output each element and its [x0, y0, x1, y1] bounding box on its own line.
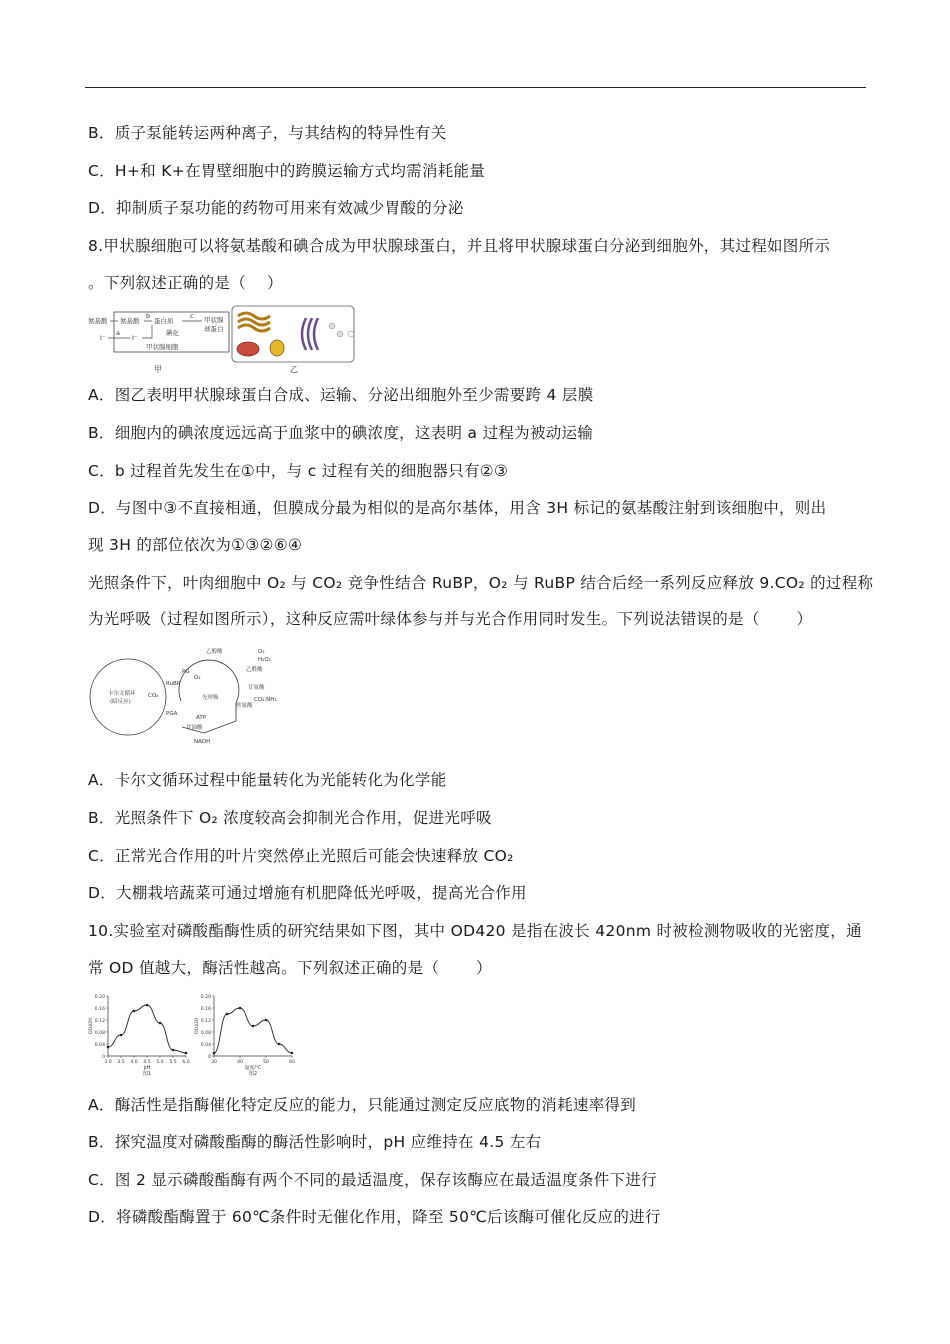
q8-option-a: A．图乙表明甲状腺球蛋白合成、运输、分泌出细胞外至少需要跨 4 层膜	[88, 386, 594, 404]
data-point	[291, 1052, 294, 1055]
y-tick-label: 0	[102, 1054, 105, 1060]
q9-option-b: B．光照条件下 O₂ 浓度较高会抑制光合作用，促进光呼吸	[88, 809, 492, 827]
data-point	[278, 1043, 281, 1046]
y-tick-label: 0.04	[94, 1042, 105, 1048]
photorespiration-figure	[86, 641, 286, 747]
q8-option-c: C．b 过程首先发生在①中，与 c 过程有关的细胞器只有②③	[88, 462, 509, 480]
o2-label: O₂	[194, 675, 201, 681]
rubp-label: RuBP	[166, 681, 181, 687]
vesicle	[329, 323, 335, 329]
x-tick-label: 4.0	[130, 1060, 138, 1065]
x-tick-label: 50	[263, 1060, 269, 1065]
y-axis-label: OD420	[89, 1018, 94, 1034]
chart-title: 图1	[142, 1071, 152, 1076]
amino-acid-outside-label: 氨基酸	[88, 317, 108, 325]
q10-stem-line2: 常 OD 值越大，酶活性越高。下列叙述正确的是（ ）	[88, 959, 492, 977]
y-axis-label: OD420	[195, 1018, 200, 1034]
q9-option-d: D．大棚栽培蔬菜可通过增施有机肥降低光呼吸，提高光合作用	[88, 884, 527, 902]
q10-option-c: C．图 2 显示磷酸酯酶有两个不同的最适温度，保存该酶应在最适温度条件下进行	[88, 1171, 657, 1189]
pga-label: PGA	[166, 711, 178, 717]
q8-option-b: B．细胞内的碘浓度远远高于血浆中的碘浓度，这表明 a 过程为被动运输	[88, 424, 594, 442]
q7-option-b: B．质子泵能转运两种离子，与其结构的特异性有关	[88, 124, 447, 142]
data-point	[213, 1052, 216, 1055]
data-point	[185, 1052, 188, 1055]
q9-option-c: C．正常光合作用的叶片突然停止光照后可能会快速释放 CO₂	[88, 847, 514, 865]
thyroid-cell-figure	[86, 304, 376, 376]
co2-label: CO₂	[148, 693, 159, 699]
y-tick-label: 0.12	[200, 1018, 211, 1024]
x-tick-label: 4.5	[143, 1060, 151, 1065]
data-point	[239, 1007, 242, 1010]
calvin-cycle-label: 卡尔文循环	[108, 691, 136, 697]
golgi-apparatus	[302, 318, 318, 350]
data-point	[265, 1019, 268, 1022]
arrow-a-label: a	[116, 329, 120, 337]
y-tick-label: 0.04	[200, 1042, 211, 1048]
o2-second-label: O₂	[258, 649, 265, 655]
data-point	[226, 1013, 229, 1016]
x-tick-label: 40	[237, 1060, 243, 1065]
chart-ph-activity	[86, 990, 192, 1076]
data-point	[172, 1049, 175, 1052]
iodine-inside-label: I⁻	[132, 334, 138, 342]
x-tick-label: 6.0	[182, 1060, 190, 1065]
mitochondrion	[237, 342, 259, 356]
q9-stem-line2: 为光呼吸（过程如图所示），这种反应需叶绿体参与并与光合作用同时发生。下列说法错误的是（ ）	[88, 610, 813, 628]
q10-option-a: A．酶活性是指酶催化特定反应的能力，只能通过测定反应底物的消耗速率得到	[88, 1096, 637, 1114]
y-tick-label: 0.16	[200, 1006, 211, 1012]
marker-4	[348, 331, 354, 337]
q8-option-d-line2: 现 3H 的部位依次为①③②⑥④	[88, 536, 303, 554]
q7-option-d: D．抑制质子泵功能的药物可用来有效减少胃酸的分泌	[88, 199, 464, 217]
x-tick-label: 30	[211, 1060, 217, 1065]
pg-label: PG	[182, 669, 190, 675]
thyroglobulin-label-1: 甲状腺	[204, 316, 224, 324]
data-point	[159, 1022, 162, 1025]
vesicle	[337, 331, 343, 337]
figure-yi-caption: 乙	[290, 365, 298, 374]
series-line	[214, 1008, 292, 1053]
y-tick-label: 0.08	[94, 1030, 105, 1036]
data-point	[146, 1004, 149, 1007]
arrow-b-label: b	[146, 312, 151, 320]
q8-stem-line2: 。下列叙述正确的是（ ）	[88, 274, 283, 292]
y-tick-label: 0.08	[200, 1030, 211, 1036]
q9-option-a: A．卡尔文循环过程中能量转化为光能转化为化学能	[88, 771, 447, 789]
y-tick-label: 0	[208, 1054, 211, 1060]
photorespiration-label: 光呼吸	[202, 695, 219, 701]
y-tick-label: 0.16	[94, 1006, 105, 1012]
q10-option-d: D．将磷酸酯酶置于 60℃条件时无催化作用，降至 50℃后该酶可催化反应的进行	[88, 1208, 661, 1226]
y-tick-label: 0.20	[200, 994, 211, 1000]
x-tick-label: 3.5	[117, 1060, 125, 1065]
x-tick-label: 60	[289, 1060, 295, 1065]
serine-label: 丝氨酸	[236, 703, 253, 709]
nucleus	[270, 340, 284, 356]
nadh-label: NADH	[194, 739, 211, 745]
q7-option-c: C．H+和 K+在胃壁细胞中的跨膜运输方式均需消耗能量	[88, 162, 486, 180]
chart-title: 图2	[248, 1071, 258, 1076]
series-line	[108, 1005, 186, 1053]
atp-label: ATP	[196, 715, 207, 721]
q9-stem-line1: 光照条件下，叶肉细胞中 O₂ 与 CO₂ 竞争性结合 RuBP，O₂ 与 RuBP 结合后经一系列反应释放 9.CO₂ 的过程称	[88, 574, 874, 592]
x-tick-label: 5.0	[156, 1060, 164, 1065]
header-rule	[85, 87, 866, 88]
q10-option-b: B．探究温度对磷酸酯酶的酶活性影响时，pH 应维持在 4.5 左右	[88, 1133, 542, 1151]
amino-acid-inside-label: 氨基酸	[120, 317, 140, 325]
iodine-outside-label: I⁻	[100, 334, 106, 342]
h2o2-label: H₂O₂	[258, 657, 271, 663]
data-point	[133, 1010, 136, 1013]
thyroglobulin-label-2: 球蛋白	[204, 325, 224, 333]
glyoxylate-label: 乙醛酸	[246, 667, 263, 673]
figure-jia-caption: 甲	[154, 365, 162, 374]
x-axis-label: pH	[143, 1066, 151, 1071]
iodination-label: 碘化	[166, 329, 179, 337]
data-point	[107, 1046, 110, 1049]
arrow-c-label: c	[190, 312, 194, 320]
figure-jia	[88, 312, 229, 374]
x-tick-label: 3.0	[104, 1060, 112, 1065]
y-tick-label: 0.12	[94, 1018, 105, 1024]
figure-yi	[232, 306, 354, 374]
glycolate-label: 乙醇酸	[206, 649, 223, 655]
q8-option-d-line1: D．与图中③不直接相通，但膜成分最为相似的是高尔基体，用含 3H 标记的氨基酸注射到该细胞中，则出	[88, 499, 827, 517]
glycine-label: 甘氨酸	[248, 685, 265, 691]
co2-nh3-label: CO₂,NH₃	[254, 697, 277, 703]
dark-reaction-label: (暗反应)	[110, 699, 131, 705]
x-axis-label: 温度/℃	[244, 1066, 262, 1071]
x-tick-label: 5.5	[169, 1060, 177, 1065]
endoplasmic-reticulum	[238, 313, 270, 331]
protein-label: 蛋白质	[154, 317, 174, 325]
q10-stem-line1: 10.实验室对磷酸酯酶性质的研究结果如下图，其中 OD420 是指在波长 420nm 时被检测物吸收的光密度，通	[88, 922, 862, 940]
data-point	[252, 1025, 255, 1028]
thyroid-cell-label: 甲状腺细胞	[146, 343, 179, 351]
glycerate-label: 甘油酸	[186, 725, 203, 731]
q8-stem-line1: 8.甲状腺细胞可以将氨基酸和碘合成为甲状腺球蛋白，并且将甲状腺球蛋白分泌到细胞外，其过程如图所示	[88, 237, 831, 255]
chart-temperature-activity	[192, 990, 298, 1076]
data-point	[120, 1034, 123, 1037]
y-tick-label: 0.20	[94, 994, 105, 1000]
